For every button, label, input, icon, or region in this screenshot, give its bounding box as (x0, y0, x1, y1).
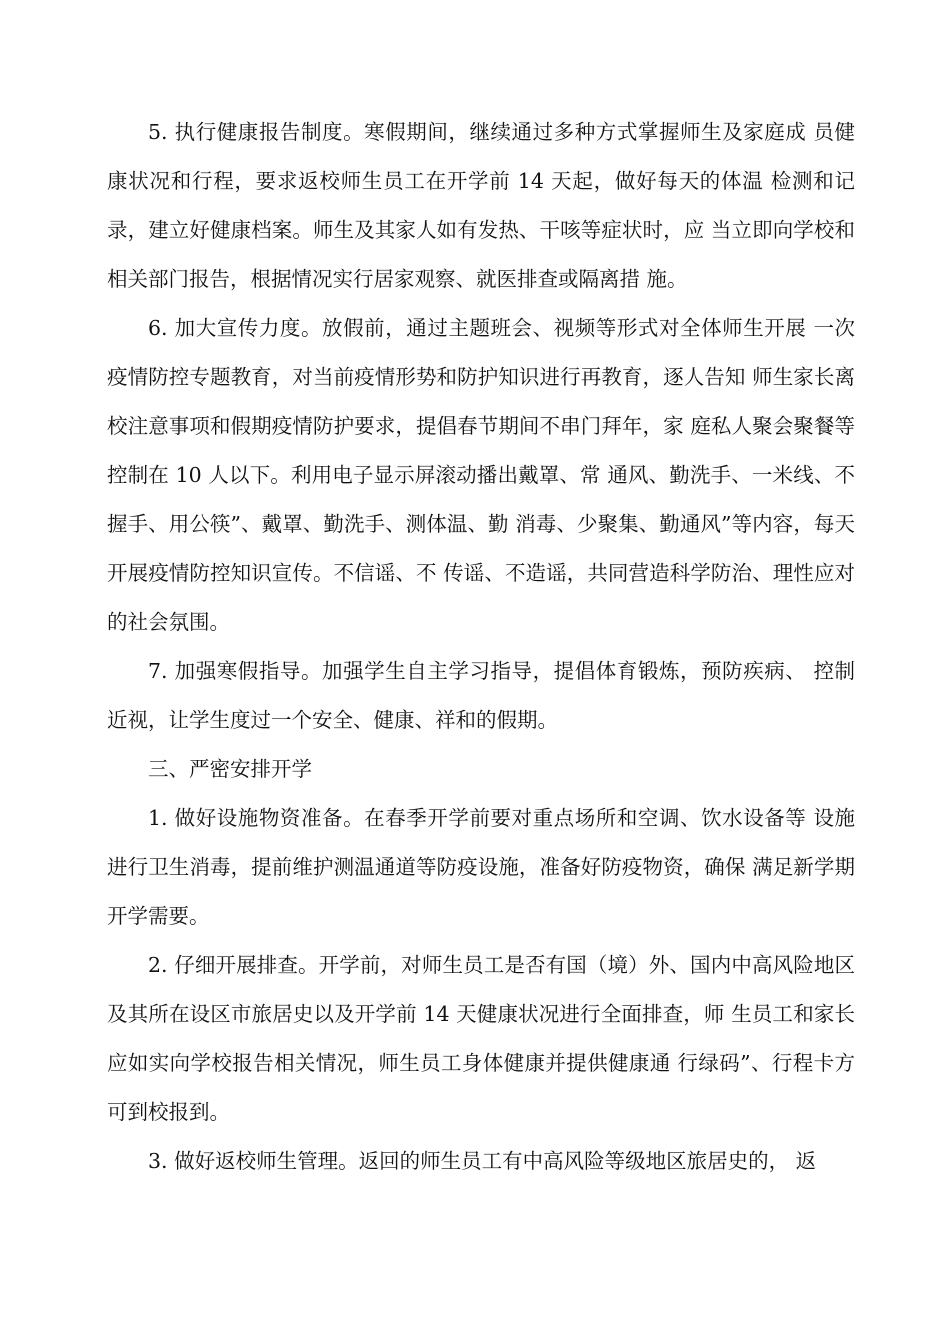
paragraph-publicity: 6. 加大宣传力度。放假前，通过主题班会、视频等形式对全体师生开展 一次疫情防控专题教育，对当前疫情形势和防护知识进行再教育，逐人告知 师生家长离校注意事项和假期疫情防护要求，提倡春节期间不串门拜年，家 庭私人聚会聚餐等控制在 10 人以下。利用电子显示屏滚动播出戴罩、常 通风、勤洗手、一米线、不握手、用公筷”、戴罩、勤洗手、测体温、勤 消毒、少聚集、勤通风”等内容，每天开展疫情防控知识宣传。不信谣、不 传谣、不造谣，共同营造科学防治、理性应对的社会氛围。 (107, 316, 855, 634)
paragraph-health-reporting: 5. 执行健康报告制度。寒假期间，继续通过多种方式掌握师生及家庭成 员健康状况和行程，要求返校师生员工在开学前 14 天起，做好每天的体温 检测和记录，建立好健康档案。师生及其家人如有发热、干咳等症状时，应 当立即向学校和相关部门报告，根据情况实行居家观察、就医排查或隔离措 施。 (107, 120, 855, 291)
paragraph-screening: 2. 仔细开展排查。开学前，对师生员工是否有国（境）外、国内中高风险地区及其所在设区市旅居史以及开学前 14 天健康状况进行全面排查，师 生员工和家长应如实向学校报告相关情况，师生员工身体健康并提供健康通 行绿码”、行程卡方可到校报到。 (107, 953, 855, 1124)
section-heading-school-opening: 三、严密安排开学 (148, 757, 312, 781)
paragraph-returning-management: 3. 做好返校师生管理。返回的师生员工有中高风险等级地区旅居史的， 返 (148, 1149, 817, 1173)
paragraph-winter-guidance: 7. 加强寒假指导。加强学生自主学习指导，提倡体育锻炼，预防疾病、 控制近视，让学生度过一个安全、健康、祥和的假期。 (107, 659, 855, 732)
document-body (107, 108, 855, 1186)
paragraph-facilities: 1. 做好设施物资准备。在春季开学前要对重点场所和空调、饮水设备等 设施进行卫生消毒，提前维护测温通道等防疫设施，准备好防疫物资，确保 满足新学期开学需要。 (107, 806, 855, 928)
